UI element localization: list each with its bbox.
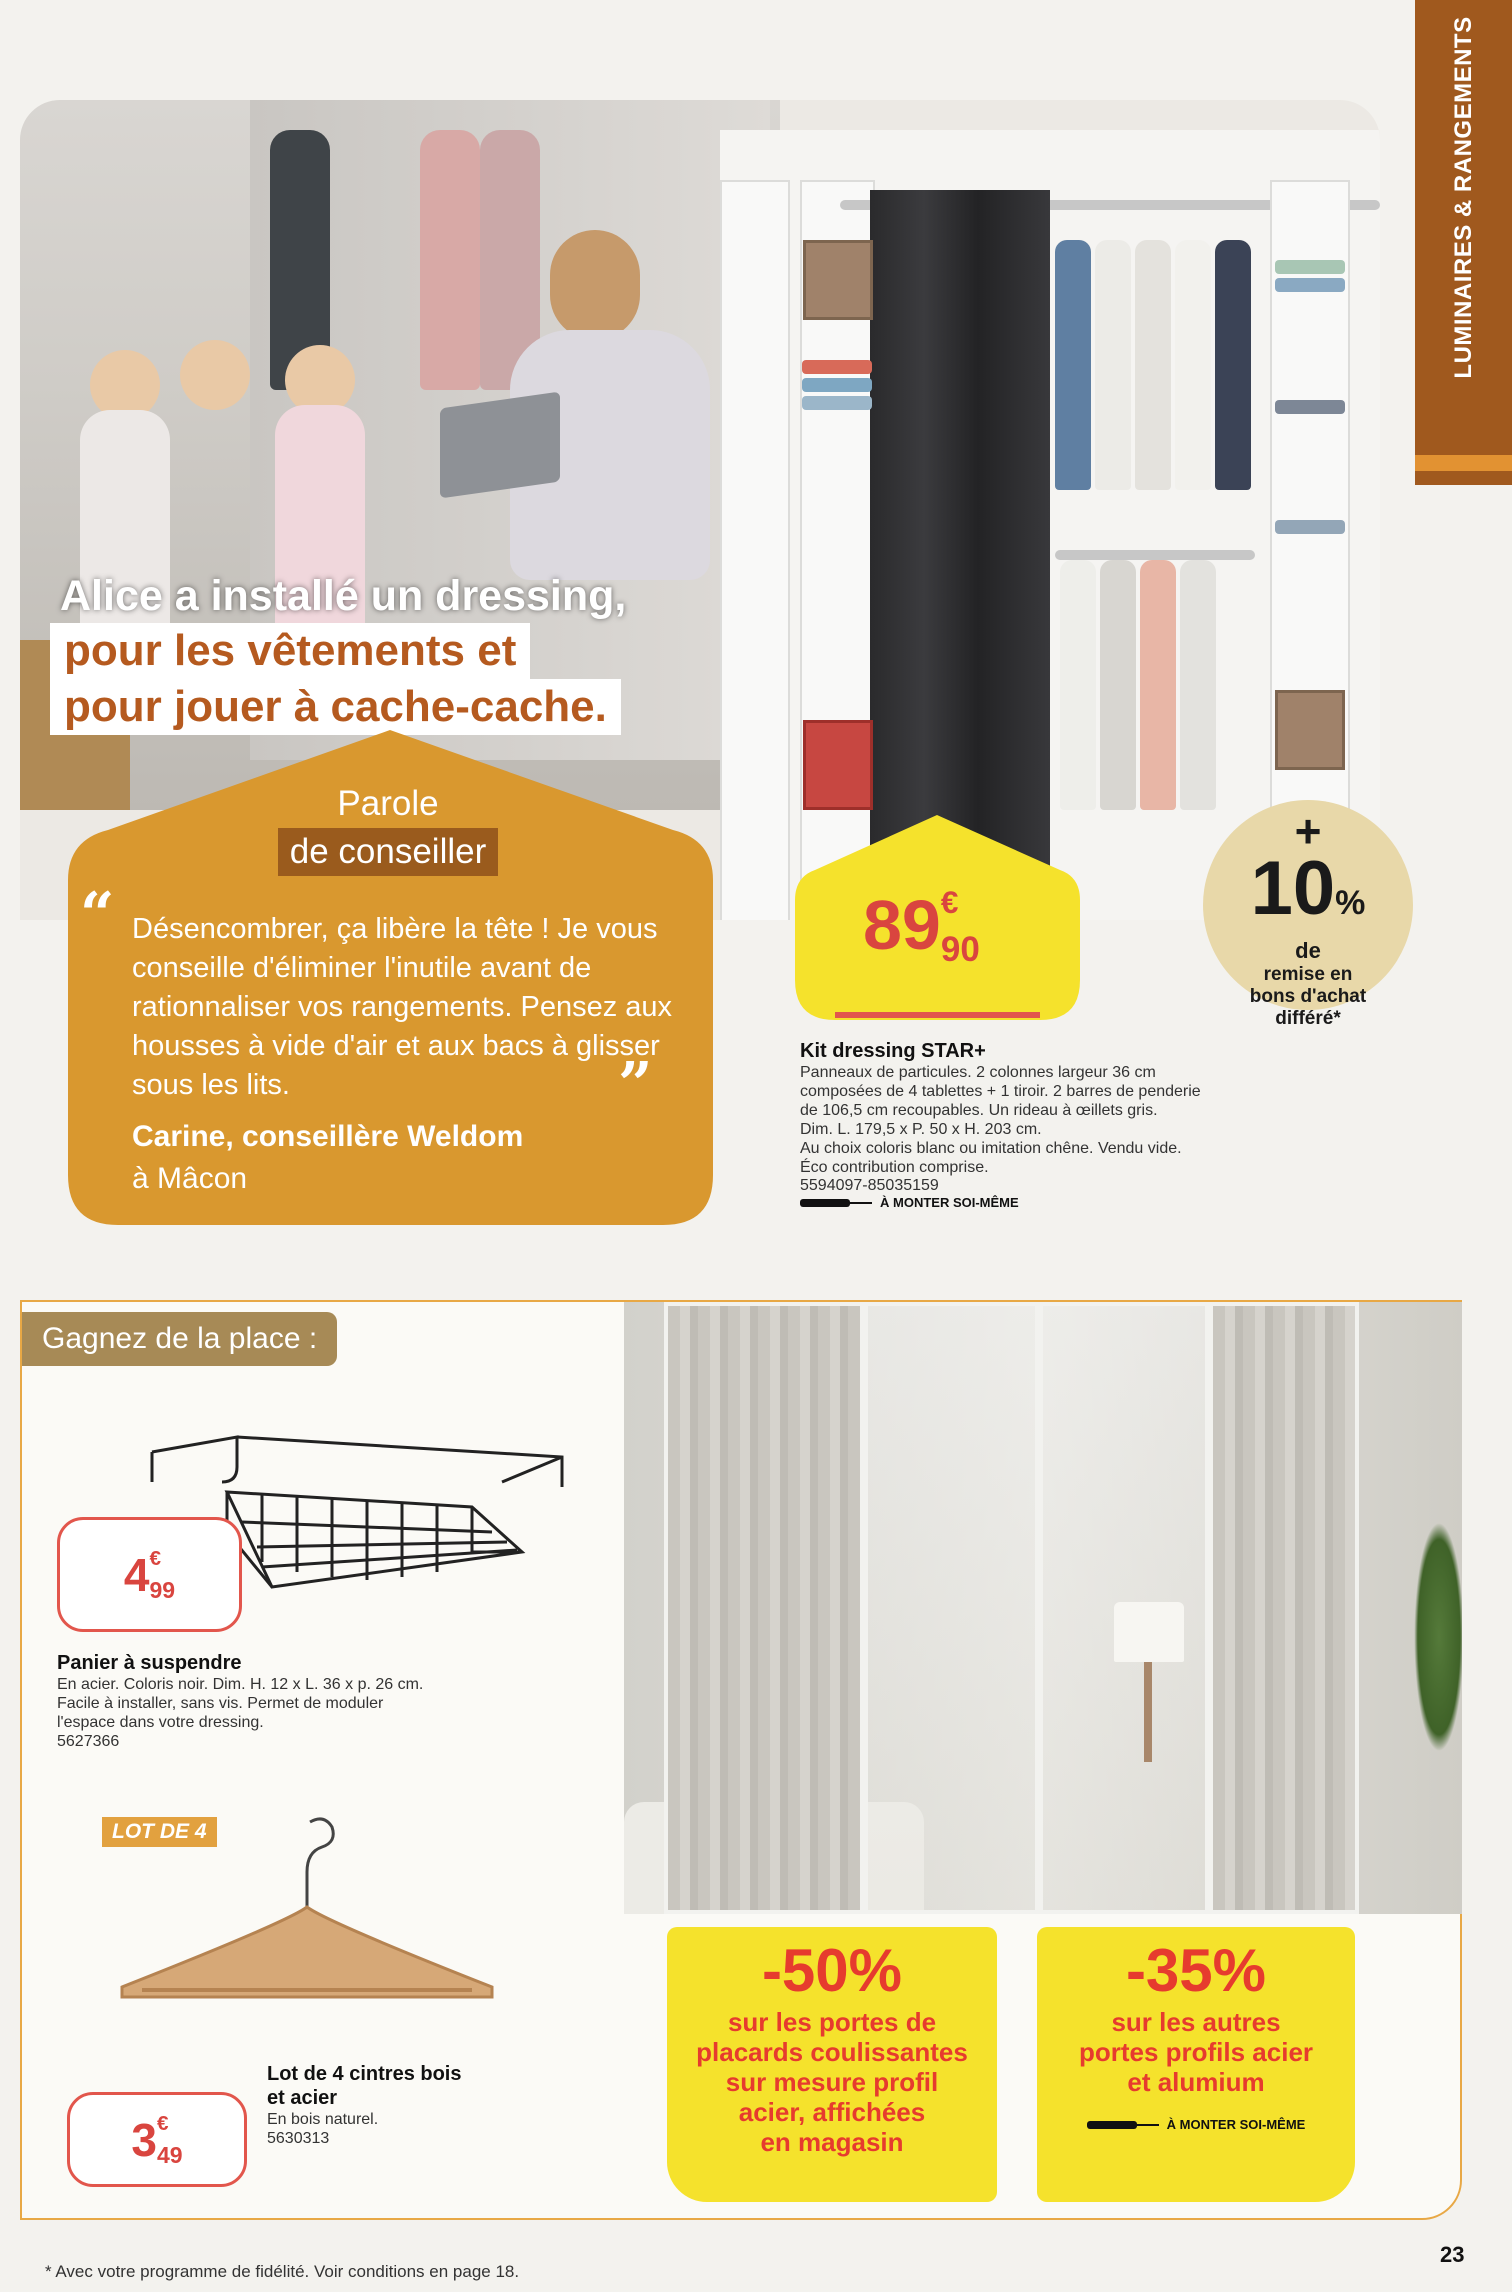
- hanger-price-fraction: [157, 2113, 183, 2166]
- promo-50-line5: en magasin: [760, 2127, 904, 2157]
- bonus-text-1: remise en: [1263, 964, 1353, 985]
- shirt-7: [1100, 560, 1136, 810]
- screwdriver-icon: [800, 1199, 850, 1207]
- promo-35: [1037, 1927, 1355, 2202]
- folded-blue: [802, 378, 872, 392]
- dressing-panel-left: [720, 180, 790, 920]
- basket-desc-3: l'espace dans votre dressing.: [57, 1714, 264, 1731]
- basket-desc-1: En acier. Coloris noir. Dim. H. 12 x L. 36 x p. 26 cm.: [57, 1676, 424, 1693]
- woman-head: [550, 230, 640, 340]
- promo-50-line3: sur mesure profil: [725, 2067, 939, 2097]
- kit-mount: [800, 1195, 1360, 1210]
- door-panel-2: [864, 1302, 1039, 1914]
- coat-pink: [420, 130, 480, 390]
- kit-desc-6: Éco contribution comprise.: [800, 1159, 989, 1176]
- promo-50-value: -50%: [761, 1937, 903, 2004]
- footnote: * Avec votre programme de fidélité. Voir conditions en page 18.: [45, 2262, 520, 2281]
- bonus-percent-value: 10: [1250, 846, 1336, 931]
- basket-top-left: [803, 240, 873, 320]
- lamp-shade: [1114, 1602, 1184, 1662]
- side-tab-stripe: [1415, 455, 1512, 471]
- promo-50-line2: placards coulissantes: [696, 2037, 968, 2067]
- basket-ref: 5627366: [57, 1733, 120, 1750]
- hanger-price-currency: €: [157, 2111, 169, 2135]
- advisor-tag-line1: Parole: [325, 780, 450, 828]
- kit-desc-5: Au choix coloris blanc ou imitation chêne. Vendu vide.: [800, 1140, 1182, 1157]
- dressing-product-photo: [720, 130, 1380, 920]
- quote-open-icon: “: [80, 880, 115, 950]
- folded-steel: [1275, 520, 1345, 534]
- kit-price-badge: [795, 815, 1080, 1020]
- red-bag: [803, 720, 873, 810]
- basket-price-int: 4: [123, 1548, 150, 1601]
- basket-description: [57, 1652, 557, 1751]
- advisor-tag-line2: de conseiller: [278, 828, 499, 876]
- basket-price-fraction: [150, 1548, 176, 1601]
- shirt-9: [1180, 560, 1216, 810]
- hanger-desc: En bois naturel.: [267, 2111, 379, 2128]
- shirt-6: [1060, 560, 1096, 810]
- folded-blue-2: [1275, 278, 1345, 292]
- space-saving-section: [20, 1300, 1462, 2220]
- kit-price-fraction: [940, 884, 980, 969]
- bonus-percent: [1203, 846, 1413, 938]
- promo-50-line4: acier, affichées: [738, 2097, 926, 2127]
- plant: [1414, 1522, 1462, 1752]
- basket-name: Panier à suspendre: [57, 1652, 242, 1674]
- hero-title-line2: pour les vêtements et: [50, 623, 530, 679]
- bonus-de: de: [1295, 938, 1321, 963]
- kit-price-int: 89: [863, 886, 941, 964]
- promo-50: [667, 1927, 997, 2202]
- kit-description: [800, 1040, 1360, 1210]
- quote-close-icon: ”: [618, 1050, 653, 1120]
- lamp-leg: [1144, 1662, 1152, 1762]
- advisor-quote: Désencombrer, ça libère la tête ! Je vous conseille d'éliminer l'inutile avant de rationnaliser vos rangements. Pensez aux housses à vide d'air et aux bacs à glisser sous les lits.: [132, 913, 673, 1101]
- lot-badge: LOT DE 4: [102, 1817, 217, 1847]
- shirt-8: [1140, 560, 1176, 810]
- screwdriver-icon: [1087, 2121, 1137, 2129]
- bonus-text-3: différé*: [1275, 1008, 1341, 1029]
- kit-mount-label: À MONTER SOI-MÊME: [880, 1195, 1019, 1210]
- side-tab-label: LUMINAIRES & RANGEMENTS: [1449, 16, 1477, 379]
- basket-price-cents: 99: [149, 1576, 176, 1603]
- advisor-city: à Mâcon: [132, 1162, 248, 1195]
- bonus-text-2: bons d'achat: [1249, 986, 1367, 1007]
- sliding-doors-photo: [624, 1302, 1462, 1914]
- shirt-4: [1175, 240, 1211, 490]
- hanger-name-2: et acier: [267, 2087, 338, 2109]
- advisor-quote-box: [68, 730, 713, 1225]
- shirt-3: [1135, 240, 1171, 490]
- hanger-price-int: 3: [131, 2113, 157, 2166]
- kit-name: Kit dressing STAR+: [800, 1040, 986, 1062]
- hanger-price: [67, 2092, 247, 2187]
- folded-lightblue: [802, 396, 872, 410]
- kit-desc-3: de 106,5 cm recoupables. Un rideau à œillets gris.: [800, 1102, 1158, 1119]
- hero-title: [50, 570, 636, 735]
- kit-desc-2: composées de 4 tablettes + 1 tiroir. 2 barres de penderie: [800, 1083, 1201, 1100]
- shirt-1: [1055, 240, 1091, 490]
- promo-35-line2: portes profils acier: [1078, 2037, 1314, 2067]
- promo-50-line1: sur les portes de: [727, 2007, 937, 2037]
- hanger-name-1: Lot de 4 cintres bois: [267, 2063, 462, 2085]
- promo-35-line1: sur les autres: [1111, 2007, 1281, 2037]
- promo-35-value: -35%: [1125, 1937, 1267, 2004]
- dressing-rod-low: [1055, 550, 1255, 560]
- page-number: 23: [1440, 2242, 1465, 2267]
- shirt-2: [1095, 240, 1131, 490]
- hanger-description: [267, 2062, 527, 2148]
- advisor-author: Carine, conseillère Weldom: [132, 1120, 524, 1153]
- door-panel-4: [1209, 1302, 1359, 1914]
- loyalty-bonus-badge: [1203, 800, 1413, 1029]
- promo-35-mount-label: À MONTER SOI-MÊME: [1166, 2117, 1306, 2132]
- door-panel-1: [664, 1302, 864, 1914]
- bonus-percent-sign: %: [1335, 884, 1366, 922]
- basket-price: [57, 1517, 242, 1632]
- basket-bottom-right: [1275, 690, 1345, 770]
- kit-ref: 5594097-85035159: [800, 1177, 939, 1194]
- kit-price: [863, 884, 980, 969]
- basket-price-value: [124, 1548, 175, 1602]
- basket-desc-2: Facile à installer, sans vis. Permet de moduler: [57, 1695, 384, 1712]
- advisor-tag: [258, 780, 518, 876]
- kit-desc-4: Dim. L. 179,5 x P. 50 x H. 203 cm.: [800, 1121, 1042, 1138]
- section-side-tab: [1415, 0, 1512, 485]
- child-head-2: [180, 340, 250, 410]
- kit-price-currency: €: [940, 884, 959, 921]
- basket-price-currency: €: [149, 1546, 162, 1570]
- section-title: Gagnez de la place :: [22, 1312, 337, 1366]
- hanger-price-cents: 49: [157, 2141, 183, 2168]
- kit-desc-1: Panneaux de particules. 2 colonnes largeur 36 cm: [800, 1064, 1156, 1081]
- hanger-ref: 5630313: [267, 2130, 330, 2147]
- laptop: [440, 392, 560, 499]
- promo-35-mount: [1037, 2117, 1355, 2132]
- promo-35-line3: et alumium: [1127, 2067, 1265, 2097]
- bonus-plus: +: [1294, 805, 1322, 857]
- hero-title-line1: Alice a installé un dressing,: [60, 572, 627, 620]
- hanger-price-value: [131, 2113, 182, 2167]
- folded-gray: [1275, 400, 1345, 414]
- kit-price-cents: 90: [940, 929, 980, 969]
- hero-title-line3: pour jouer à cache-cache.: [50, 679, 621, 735]
- shirt-5: [1215, 240, 1251, 490]
- dressing-curtain: [870, 190, 1050, 910]
- folded-red: [802, 360, 872, 374]
- folded-green: [1275, 260, 1345, 274]
